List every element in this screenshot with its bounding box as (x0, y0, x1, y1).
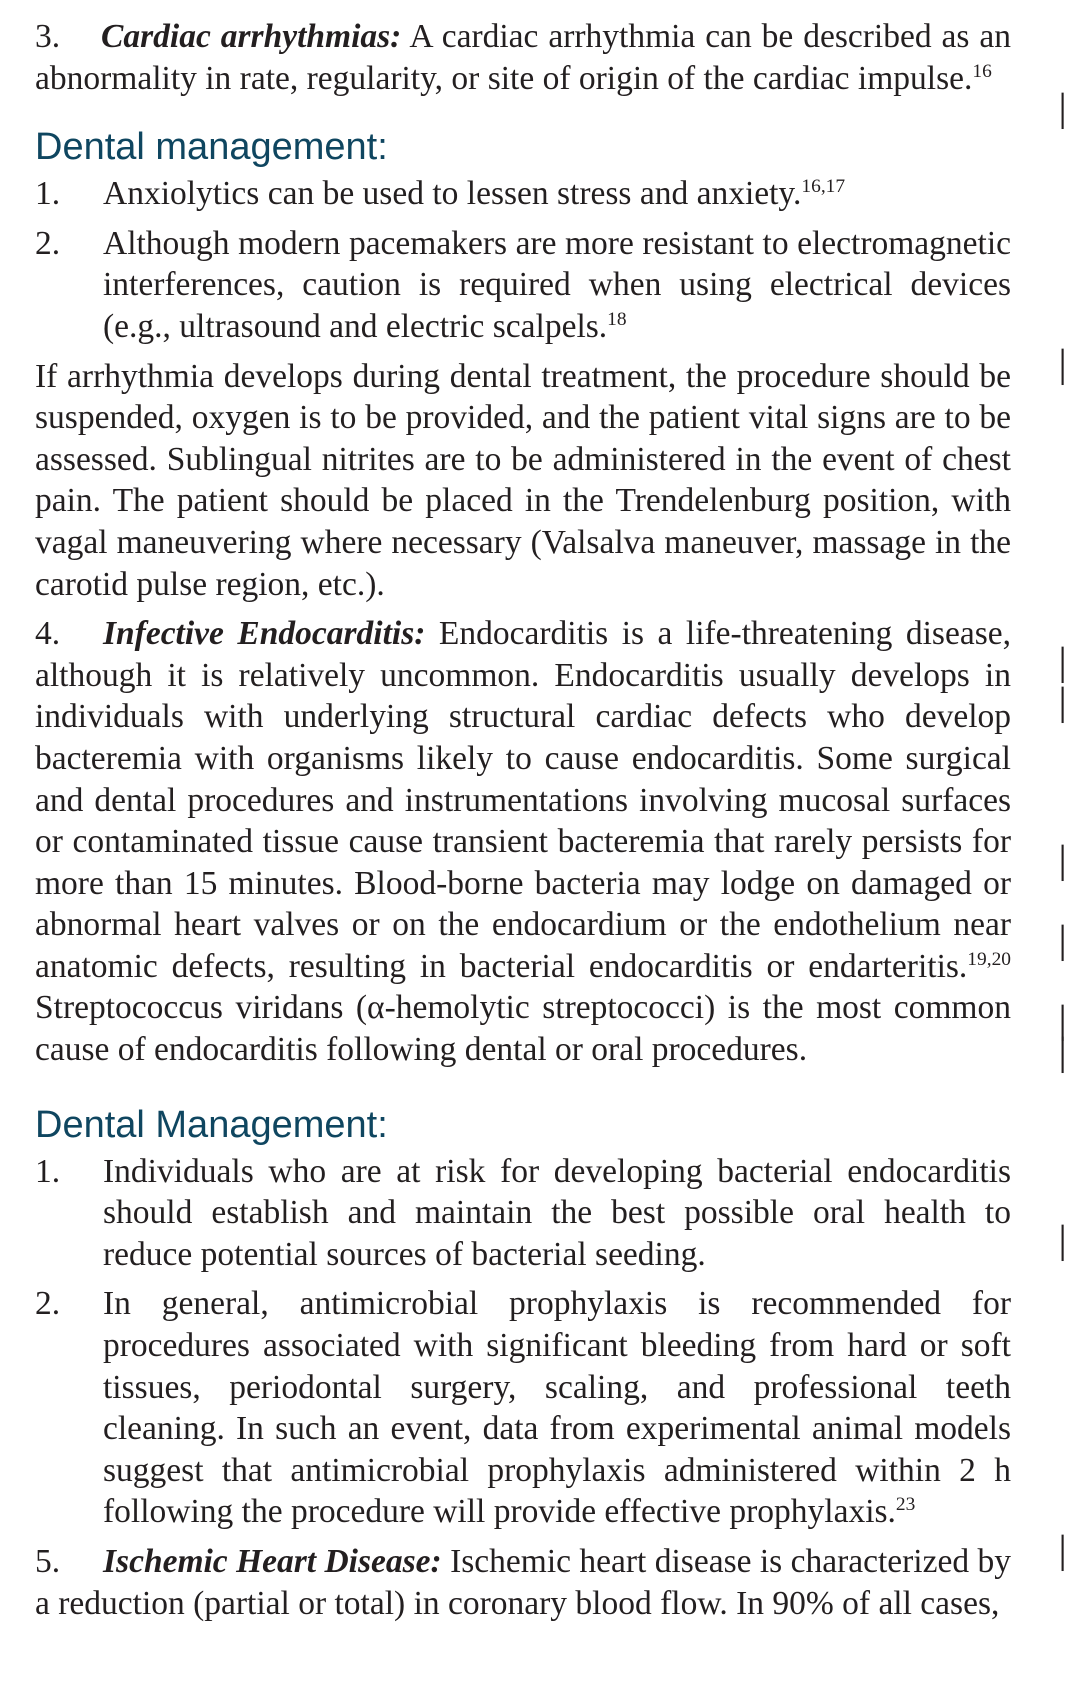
reference: 16 (972, 60, 992, 82)
adjacent-page-fragment: │ (1052, 94, 1073, 127)
adjacent-page-fragment: │ (1052, 648, 1073, 681)
section-title: Infective Endocarditis: (103, 615, 426, 653)
adjacent-page-fragment: │ (1052, 350, 1073, 383)
adjacent-page-fragment: │ (1052, 1038, 1073, 1071)
section-text: Endocarditis is a life-threatening disease, although it is relatively uncommon. Endocarditis usually develops in individuals with underlying structural cardiac defects who develop bacteremia with organisms likely to cause endocarditis. Some surgical and dental procedures and instrumentations involving mucosal surfaces or contaminated tissue cause transient bacteremia that rarely persists for more than 15 minutes. Blood-borne bacteria may lodge on damaged or abnormal heart valves or on the endocardium or the endothelium near anatomic defects, resulting in bacterial endocarditis or endarteritis. (35, 615, 1011, 985)
adjacent-page-fragment: │ (1052, 688, 1073, 721)
section-text-continued: Streptococcus viridans (α-hemolytic streptococci) is the most common cause of endocarditis following dental or oral procedures. (35, 989, 1011, 1069)
heading-dental-management: Dental management: (35, 126, 388, 169)
section-number: 4. (35, 615, 61, 653)
list-number: 1. (35, 175, 61, 213)
list-text: Anxiolytics can be used to lessen stress and anxiety.$^{16,17}$ (103, 175, 846, 213)
page-column (35, 0, 1011, 1624)
adjacent-page-fragment: │ (1052, 1536, 1073, 1569)
section-title: Ischemic Heart Disease: (103, 1543, 442, 1580)
section-4-infective-endocarditis (35, 613, 1011, 1071)
adjacent-page-fragment: │ (1052, 846, 1073, 879)
section-text: Ischemic heart disease is characterized by a reduction (partial or total) in coronary blood flow. In 90% of all cases, (35, 1543, 1011, 1622)
adjacent-page-fragment: │ (1052, 1226, 1073, 1259)
heading-dental-management-2: Dental Management: (35, 1103, 388, 1146)
section-number: 3. (35, 18, 61, 55)
adjacent-page-fragment: │ (1052, 926, 1073, 959)
paragraph-arrhythmia-procedure: If arrhythmia develops during dental treatment, the procedure should be suspended, oxygen is to be provided, and the patient vital signs are to be assessed. Sublingual nitrites are to be administered in the event of chest pain. The patient should be placed in the Trendelenburg position, with vagal maneuvering where necessary (Valsalva maneuver, massage in the carotid pulse region, etc.). (35, 357, 1011, 603)
list-text: Although modern pacemakers are more resistant to electromagnetic interferences, caution is required when using electrical devices (e.g., ultrasound and electric scalpels.$^{18}$ (103, 224, 1011, 345)
adjacent-page-fragment: │ (1052, 1006, 1073, 1039)
list-number: 2. (35, 1285, 61, 1323)
reference: 23 (895, 1494, 916, 1516)
reference: 16,17 (801, 176, 846, 198)
section-3-cardiac-arrhythmias (35, 16, 1011, 99)
list-text: In general, antimicrobial prophylaxis is recommended for procedures associated with significant bleeding from hard or soft tissues, periodontal surgery, scaling, and professional teeth cleaning. In such an event, data from experimental animal models suggest that antimicrobial prophylaxis administered within 2 h following the procedure will provide effective prophylaxis.$^{23}$ (103, 1285, 1011, 1531)
section-number: 5. (35, 1543, 61, 1580)
list-text: Individuals who are at risk for developing bacterial endocarditis should establish and maintain the best possible oral health to reduce potential sources of bacterial seeding. (103, 1152, 1011, 1273)
section-text: A cardiac arrhythmia can be described as an abnormality in rate, regularity, or site of origin of the cardiac impulse. (35, 18, 1011, 97)
list-number: 2. (35, 224, 61, 262)
section-5-ischemic-heart-disease (35, 1541, 1011, 1624)
list-item (35, 1151, 1011, 1276)
list-item (35, 173, 1011, 215)
list-item (35, 223, 1011, 348)
list-number: 1. (35, 1152, 61, 1190)
reference: 19,20 (967, 948, 1011, 970)
list-item (35, 1283, 1011, 1533)
section-title: Cardiac arrhythmias: (101, 18, 402, 55)
reference: 18 (607, 308, 627, 330)
